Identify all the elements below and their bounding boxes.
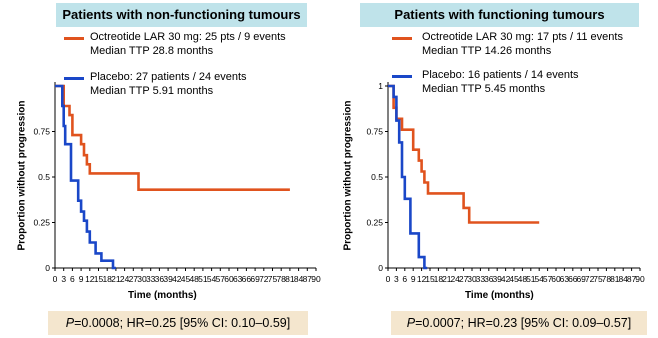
x-tick-label: 66 bbox=[568, 274, 578, 284]
stats-text: =0.0008; HR=0.25 [95% CI: 0.10–0.59] bbox=[74, 316, 291, 330]
x-tick-label: 15 bbox=[425, 274, 435, 284]
x-tick-label: 45 bbox=[180, 274, 191, 284]
x-tick-label: 84 bbox=[293, 274, 304, 284]
x-tick-label: 15 bbox=[93, 274, 104, 284]
y-tick-label: 0.5 bbox=[38, 172, 50, 182]
x-tick-label: 84 bbox=[618, 274, 628, 284]
stats-p-label: P bbox=[65, 316, 75, 330]
x-tick-label: 42 bbox=[500, 274, 511, 284]
x-tick-label: 9 bbox=[78, 274, 84, 284]
x-tick-label: 3 bbox=[61, 274, 67, 284]
x-tick-label: 54 bbox=[534, 274, 544, 284]
x-tick-label: 75 bbox=[593, 274, 603, 284]
panel-header: Patients with non-functioning tumours bbox=[56, 3, 307, 27]
x-tick-label: 72 bbox=[584, 274, 595, 284]
x-tick-label: 30 bbox=[467, 274, 477, 284]
chart-non-functioning bbox=[0, 0, 329, 300]
x-tick-label: 75 bbox=[267, 274, 278, 284]
stats-box bbox=[391, 311, 647, 335]
y-tick-label: 1 bbox=[378, 81, 383, 91]
x-tick-label: 45 bbox=[509, 274, 519, 284]
x-tick-label: 87 bbox=[302, 274, 313, 284]
legend-octreotide-label: Octreotide LAR 30 mg: 25 pts / 9 events bbox=[90, 31, 286, 43]
x-tick-label: 12 bbox=[416, 274, 427, 284]
y-axis-label: Proportion without progression bbox=[16, 100, 28, 251]
x-tick-label: 6 bbox=[70, 274, 75, 284]
x-tick-label: 21 bbox=[111, 274, 121, 284]
x-tick-label: 39 bbox=[163, 274, 173, 284]
x-axis-label: Time (months) bbox=[465, 290, 534, 301]
x-tick-label: 9 bbox=[410, 274, 416, 284]
x-tick-label: 27 bbox=[458, 274, 469, 284]
x-tick-label: 51 bbox=[198, 274, 208, 284]
x-tick-label: 30 bbox=[137, 274, 147, 284]
x-tick-label: 78 bbox=[601, 274, 612, 284]
x-tick-label: 57 bbox=[215, 274, 226, 284]
series-octreotide-curve bbox=[55, 86, 290, 190]
x-tick-label: 33 bbox=[475, 274, 486, 284]
x-tick-label: 33 bbox=[145, 274, 156, 284]
x-tick-label: 54 bbox=[206, 274, 217, 284]
x-tick-label: 24 bbox=[119, 274, 130, 284]
legend-placebo-median: Median TTP 5.45 months bbox=[422, 83, 546, 95]
x-tick-label: 51 bbox=[526, 274, 536, 284]
stats-box bbox=[48, 311, 308, 335]
x-axis-label: Time (months) bbox=[128, 290, 197, 301]
x-tick-label: 63 bbox=[559, 274, 570, 284]
legend-placebo-label: Placebo: 27 patients / 24 events bbox=[90, 71, 247, 83]
x-tick-label: 18 bbox=[433, 274, 444, 284]
stats-p-label: P bbox=[406, 316, 416, 330]
x-tick-label: 36 bbox=[484, 274, 494, 284]
y-tick-label: 0 bbox=[45, 263, 50, 273]
x-tick-label: 72 bbox=[259, 274, 269, 284]
x-tick-label: 12 bbox=[85, 274, 95, 284]
x-tick-label: 39 bbox=[492, 274, 502, 284]
x-tick-label: 0 bbox=[385, 274, 391, 284]
x-tick-label: 90 bbox=[311, 274, 321, 284]
x-tick-label: 24 bbox=[450, 274, 460, 284]
y-axis-label: Proportion without progression bbox=[342, 100, 354, 251]
x-tick-label: 66 bbox=[241, 274, 252, 284]
panel-header: Patients with functioning tumours bbox=[360, 3, 639, 27]
x-tick-label: 69 bbox=[576, 274, 586, 284]
series-placebo-curve bbox=[55, 86, 116, 268]
x-tick-label: 60 bbox=[551, 274, 561, 284]
legend-octreotide-median: Median TTP 14.26 months bbox=[422, 45, 552, 57]
x-tick-label: 87 bbox=[626, 274, 637, 284]
x-tick-label: 60 bbox=[224, 274, 234, 284]
x-tick-label: 63 bbox=[232, 274, 243, 284]
x-tick-label: 69 bbox=[250, 274, 260, 284]
stats-text: =0.0007; HR=0.23 [95% CI: 0.09–0.57] bbox=[415, 316, 632, 330]
legend-placebo-median: Median TTP 5.91 months bbox=[90, 85, 214, 97]
y-tick-label: 0 bbox=[378, 263, 383, 273]
x-tick-label: 27 bbox=[128, 274, 139, 284]
x-tick-label: 21 bbox=[442, 274, 452, 284]
x-tick-label: 81 bbox=[285, 274, 295, 284]
x-tick-label: 78 bbox=[276, 274, 286, 284]
x-tick-label: 48 bbox=[189, 274, 199, 284]
legend-placebo-label: Placebo: 16 patients / 14 events bbox=[422, 69, 579, 81]
x-tick-label: 18 bbox=[102, 274, 112, 284]
panel-functioning bbox=[329, 0, 658, 338]
x-tick-label: 42 bbox=[172, 274, 182, 284]
x-tick-label: 48 bbox=[517, 274, 528, 284]
x-tick-label: 81 bbox=[610, 274, 620, 284]
y-tick-label: 0.25 bbox=[33, 217, 50, 228]
legend-octreotide-label: Octreotide LAR 30 mg: 17 pts / 11 events bbox=[422, 31, 623, 43]
chart-functioning bbox=[329, 0, 658, 300]
y-tick-label: 0.75 bbox=[33, 126, 50, 137]
y-tick-label: 0.75 bbox=[366, 126, 383, 137]
x-tick-label: 6 bbox=[402, 274, 408, 284]
legend-octreotide-median: Median TTP 28.8 months bbox=[90, 45, 214, 57]
y-tick-label: 0.25 bbox=[366, 217, 383, 228]
x-tick-label: 90 bbox=[635, 274, 645, 284]
x-tick-label: 0 bbox=[52, 274, 58, 284]
x-tick-label: 3 bbox=[394, 274, 399, 284]
series-placebo-curve bbox=[388, 86, 427, 268]
x-tick-label: 57 bbox=[542, 274, 553, 284]
y-tick-label: 0.5 bbox=[371, 172, 383, 182]
x-tick-label: 36 bbox=[154, 274, 165, 284]
